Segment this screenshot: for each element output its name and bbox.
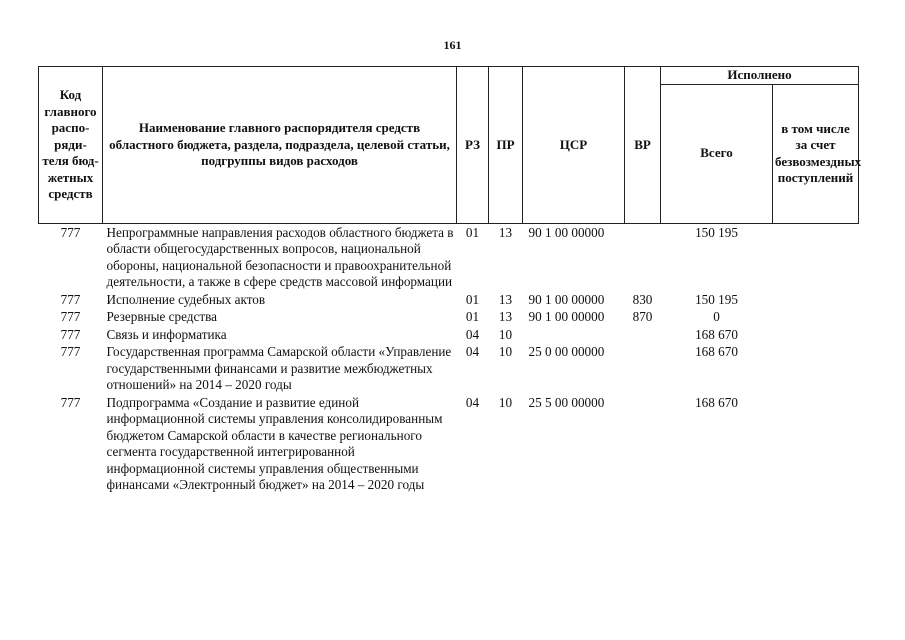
cell-free bbox=[773, 326, 859, 344]
cell-free bbox=[773, 223, 859, 291]
page-number: 161 bbox=[443, 38, 462, 52]
cell-code: 777 bbox=[60, 291, 81, 307]
cell-csr: 25 0 00 00000 bbox=[528, 344, 605, 359]
cell-free bbox=[773, 308, 859, 326]
cell-csr: 90 1 00 00000 bbox=[528, 309, 605, 324]
cell-total: 168 670 bbox=[695, 394, 738, 410]
cell-rz: 04 bbox=[465, 326, 480, 342]
cell-vr bbox=[625, 326, 661, 344]
cell-rz: 01 bbox=[465, 224, 480, 240]
header-code: Код главного распо-ряди-теля бюд-жетных средств bbox=[39, 67, 103, 224]
cell-rz: 01 bbox=[465, 309, 480, 324]
cell-name: Связь и информатика bbox=[106, 326, 227, 342]
cell-pr: 13 bbox=[498, 309, 513, 324]
budget-table bbox=[38, 66, 862, 494]
cell-vr bbox=[625, 394, 661, 494]
cell-free bbox=[773, 394, 859, 494]
cell-name: Непрограммные направления расходов областного бюджета в области общегосударственных вопросов, национальной обороны, национальной безопасности и правоохранительной деятельности, а также в сфере средств массовой информации bbox=[106, 224, 454, 289]
cell-csr: 25 5 00 00000 bbox=[528, 394, 605, 410]
header-total: Всего bbox=[661, 84, 773, 223]
cell-pr: 10 bbox=[498, 344, 513, 359]
cell-name: Подпрограмма «Создание и развитие единой информационной системы управления консолидированным бюджетом Самарской области в качестве регионального сегмента государственной интегрированной информационной системы управления общественными финансами «Электронный бюджет» на 2014 – 2020 годы bbox=[106, 394, 443, 492]
cell-pr: 10 bbox=[498, 326, 513, 342]
cell-vr: 830 bbox=[632, 291, 653, 307]
cell-name: Исполнение судебных актов bbox=[106, 291, 266, 307]
cell-code: 777 bbox=[60, 326, 81, 342]
table-row bbox=[39, 308, 859, 326]
cell-vr: 870 bbox=[632, 309, 653, 324]
cell-rz: 01 bbox=[465, 291, 480, 307]
cell-csr: 90 1 00 00000 bbox=[528, 224, 605, 240]
table-row bbox=[39, 291, 859, 309]
header-vr: ВР bbox=[625, 67, 661, 224]
cell-total: 168 670 bbox=[695, 326, 738, 342]
cell-total: 150 195 bbox=[695, 291, 738, 307]
cell-free bbox=[773, 291, 859, 309]
cell-name: Резервные средства bbox=[106, 309, 217, 324]
header-pr: ПР bbox=[489, 67, 523, 224]
header-name: Наименование главного распорядителя средств областного бюджета, раздела, подраздела, целевой статьи, подгруппы видов расходов bbox=[103, 67, 457, 224]
cell-vr bbox=[625, 223, 661, 291]
header-executed: Исполнено bbox=[661, 67, 859, 85]
cell-name: Государственная программа Самарской области «Управление государственными финансами и развитие межбюджетных отношений» на 2014 – 2020 годы bbox=[106, 344, 452, 392]
cell-code: 777 bbox=[60, 394, 81, 410]
table-row bbox=[39, 223, 859, 291]
header-csr: ЦСР bbox=[523, 67, 625, 224]
cell-total: 0 bbox=[713, 309, 720, 324]
table-row bbox=[39, 343, 859, 394]
cell-rz: 04 bbox=[465, 394, 480, 410]
cell-csr: 90 1 00 00000 bbox=[528, 291, 605, 307]
cell-pr: 13 bbox=[498, 291, 513, 307]
header-free: в том числе за счет безвозмездных поступлений bbox=[773, 84, 859, 223]
cell-pr: 13 bbox=[498, 224, 513, 240]
cell-total: 168 670 bbox=[695, 344, 738, 359]
cell-pr: 10 bbox=[498, 394, 513, 410]
table-row bbox=[39, 326, 859, 344]
table-row bbox=[39, 394, 859, 494]
cell-code: 777 bbox=[60, 344, 81, 359]
cell-free bbox=[773, 343, 859, 394]
cell-total: 150 195 bbox=[695, 224, 738, 240]
cell-rz: 04 bbox=[465, 344, 480, 359]
cell-csr bbox=[523, 326, 625, 344]
cell-vr bbox=[625, 343, 661, 394]
header-row-top bbox=[39, 67, 859, 85]
cell-code: 777 bbox=[60, 224, 81, 240]
header-rz: РЗ bbox=[457, 67, 489, 224]
cell-code: 777 bbox=[60, 309, 81, 324]
